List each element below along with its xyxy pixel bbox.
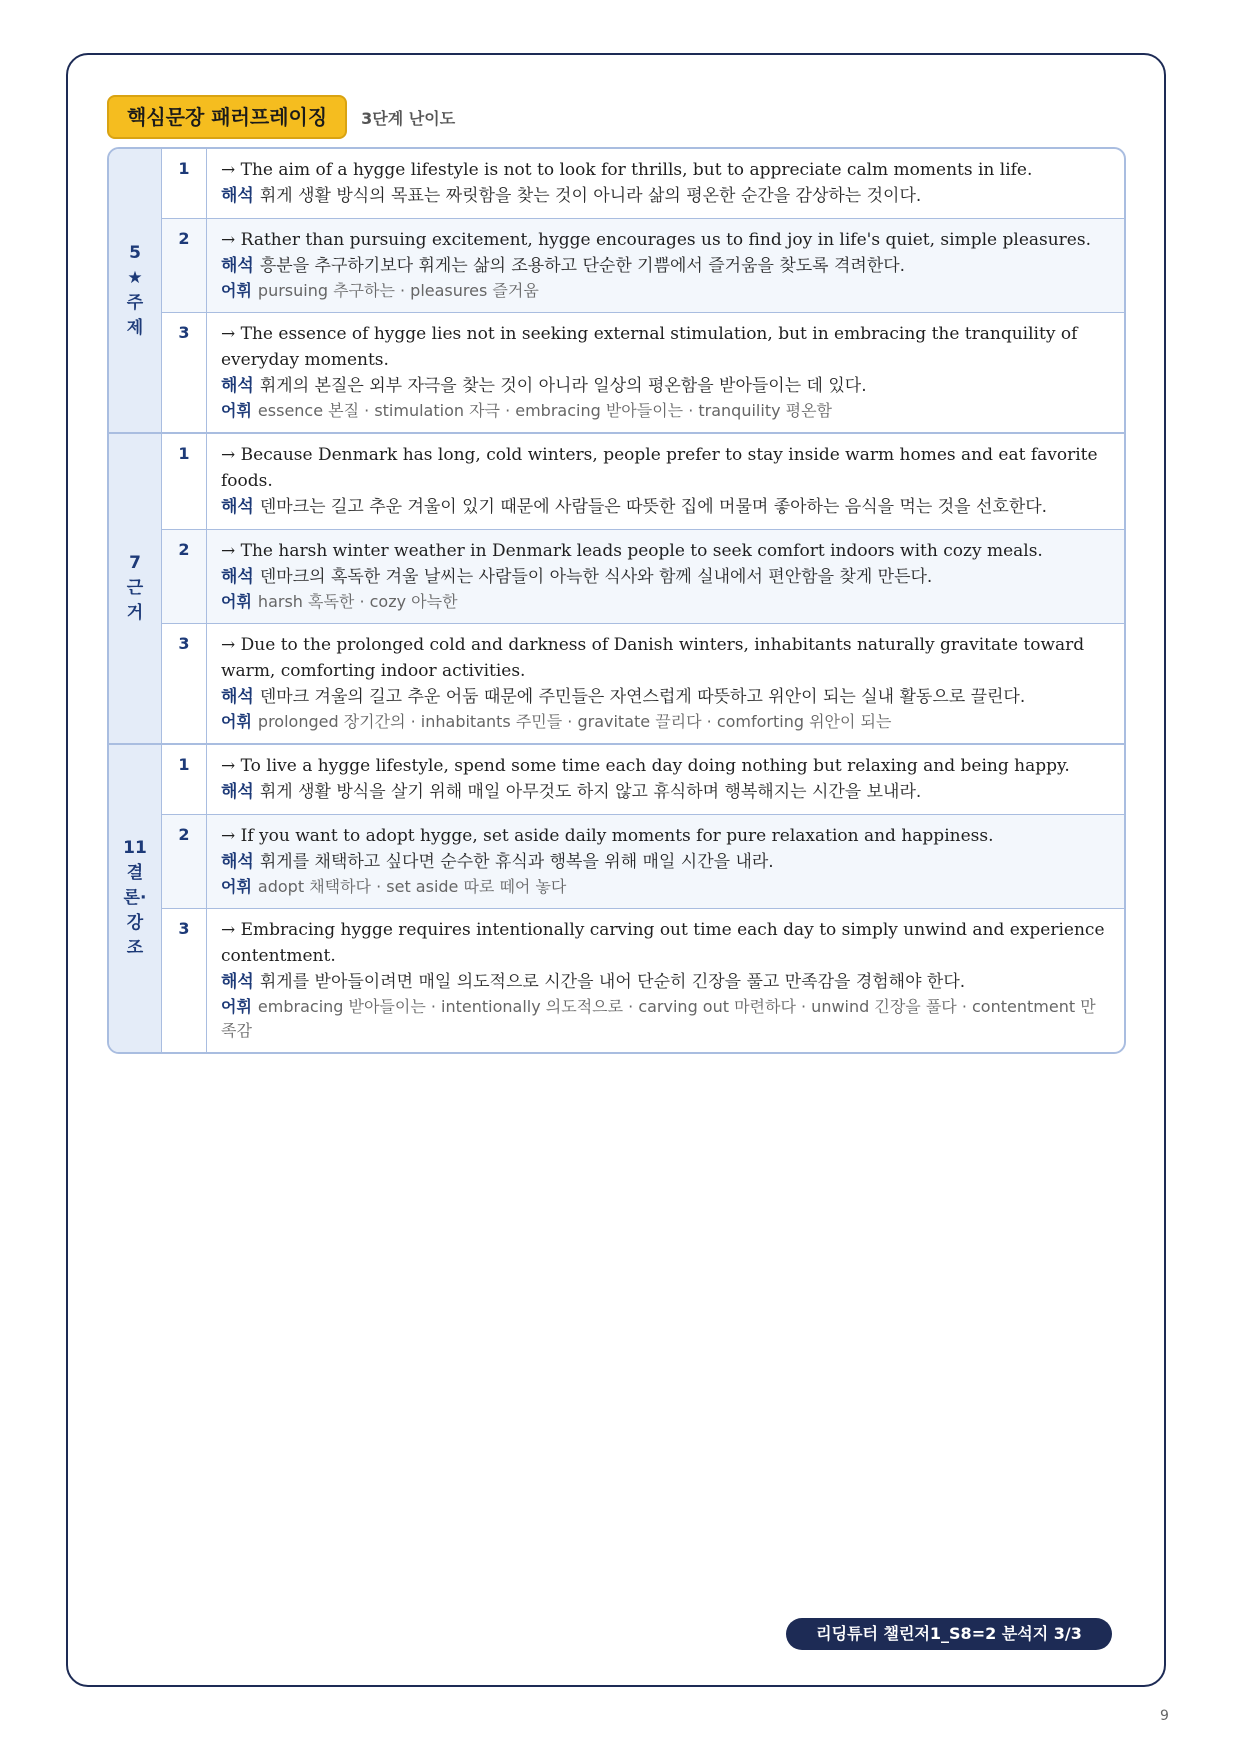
group-label	[109, 745, 162, 1052]
vocabulary-text: pursuing 추구하는 · pleasures 즐거움	[257, 281, 539, 300]
row-body	[207, 219, 1124, 312]
translation-text: 덴마크의 혹독한 겨울 날씨는 사람들이 아늑한 식사와 함께 실내에서 편안함을 찾게 만든다.	[259, 567, 933, 587]
group-label-char: 강	[126, 913, 144, 933]
vocabulary-line	[221, 875, 1110, 899]
translation-text: 휘게를 채택하고 싶다면 순수한 휴식과 행복을 위해 매일 시간을 내라.	[259, 852, 774, 872]
row-number: 1	[162, 149, 207, 218]
translation-text: 흥분을 추구하기보다 휘게는 삶의 조용하고 단순한 기쁨에서 즐거움을 찾도록 격려한다.	[259, 256, 906, 276]
sentence-row	[162, 313, 1124, 432]
translation-tag: 해석	[221, 567, 254, 587]
translation-tag: 해석	[221, 256, 254, 276]
vocabulary-tag: 어휘	[221, 877, 252, 896]
translation-tag: 해석	[221, 782, 254, 802]
english-sentence: → If you want to adopt hygge, set aside daily moments for pure relaxation and happiness.	[221, 826, 994, 846]
sentence-row	[162, 909, 1124, 1052]
korean-translation	[221, 494, 1110, 520]
korean-translation	[221, 779, 1110, 805]
sentence-row	[162, 745, 1124, 815]
vocabulary-tag: 어휘	[221, 997, 252, 1016]
sentence-row	[162, 434, 1124, 530]
group-label-char: 근	[126, 578, 144, 598]
translation-tag: 해석	[221, 497, 254, 517]
section-title-badge: 핵심문장 패러프레이징	[107, 95, 347, 139]
group-rows	[162, 745, 1124, 1052]
row-body	[207, 313, 1124, 432]
korean-translation	[221, 253, 1110, 279]
english-sentence: → The essence of hygge lies not in seeking external stimulation, but in embracing the tranquility of everyday moments.	[221, 324, 1078, 370]
sentence-row	[162, 149, 1124, 219]
translation-text: 휘게 생활 방식을 살기 위해 매일 아무것도 하지 않고 휴식하며 행복해지는 시간을 보내라.	[259, 782, 922, 802]
group-number: 5	[129, 242, 141, 263]
row-body	[207, 149, 1124, 218]
translation-text: 휘게의 본질은 외부 자극을 찾는 것이 아니라 일상의 평온함을 받아들이는 데 있다.	[259, 376, 867, 396]
row-number: 2	[162, 530, 207, 623]
group-label	[109, 434, 162, 743]
sentence-row	[162, 815, 1124, 909]
translation-text: 덴마크는 길고 추운 겨울이 있기 때문에 사람들은 따뜻한 집에 머물며 좋아하는 음식을 먹는 것을 선호한다.	[259, 497, 1048, 517]
korean-translation	[221, 183, 1110, 209]
vocabulary-line	[221, 399, 1110, 423]
page-number: 9	[1160, 1708, 1169, 1724]
vocabulary-text: essence 본질 · stimulation 자극 · embracing 받아들이는 · tranquility 평온함	[257, 401, 833, 420]
group-label	[109, 149, 162, 432]
row-number: 1	[162, 745, 207, 814]
english-sentence: → The aim of a hygge lifestyle is not to look for thrills, but to appreciate calm moments in life.	[221, 160, 1033, 180]
vocabulary-text: adopt 채택하다 · set aside 따로 떼어 놓다	[257, 877, 567, 896]
paraphrase-table	[107, 147, 1126, 1054]
korean-translation	[221, 849, 1110, 875]
group-rows	[162, 149, 1124, 432]
vocabulary-text: prolonged 장기간의 · inhabitants 주민들 · gravitate 끌리다 · comforting 위안이 되는	[257, 712, 892, 731]
sentence-group	[109, 745, 1124, 1052]
korean-translation	[221, 684, 1110, 710]
english-sentence: → To live a hygge lifestyle, spend some time each day doing nothing but relaxing and being happy.	[221, 756, 1070, 776]
row-number: 1	[162, 434, 207, 529]
korean-translation	[221, 969, 1110, 995]
translation-tag: 해석	[221, 186, 254, 206]
sentence-group	[109, 149, 1124, 434]
sentence-group	[109, 434, 1124, 745]
group-label-char: ★	[127, 267, 143, 288]
group-number: 11	[123, 838, 147, 858]
translation-tag: 해석	[221, 687, 254, 707]
translation-text: 휘게 생활 방식의 목표는 짜릿함을 찾는 것이 아니라 삶의 평온한 순간을 감상하는 것이다.	[259, 186, 922, 206]
translation-tag: 해석	[221, 972, 254, 992]
group-number: 7	[129, 553, 141, 573]
translation-tag: 해석	[221, 852, 254, 872]
group-label-char: 조	[126, 938, 144, 958]
english-sentence: → Because Denmark has long, cold winters, people prefer to stay inside warm homes and eat favorite foods.	[221, 445, 1098, 491]
vocabulary-tag: 어휘	[221, 592, 252, 611]
row-number: 3	[162, 909, 207, 1052]
sentence-row	[162, 219, 1124, 313]
english-sentence: → Embracing hygge requires intentionally carving out time each day to simply unwind and experience contentment.	[221, 920, 1105, 966]
vocabulary-tag: 어휘	[221, 712, 252, 731]
vocabulary-line	[221, 710, 1110, 734]
translation-tag: 해석	[221, 376, 254, 396]
english-sentence: → The harsh winter weather in Denmark leads people to seek comfort indoors with cozy meals.	[221, 541, 1043, 561]
english-sentence: → Rather than pursuing excitement, hygge encourages us to find joy in life's quiet, simple pleasures.	[221, 230, 1091, 250]
row-number: 2	[162, 815, 207, 908]
korean-translation	[221, 373, 1110, 399]
footer-label: 리딩튜터 챌린저1_S8=2 분석지 3/3	[786, 1618, 1112, 1650]
vocabulary-tag: 어휘	[221, 281, 252, 300]
row-number: 3	[162, 624, 207, 743]
korean-translation	[221, 564, 1110, 590]
group-label-char: 론·	[123, 888, 147, 908]
section-header	[107, 95, 455, 139]
group-label-char: 결	[126, 863, 144, 883]
english-sentence: → Due to the prolonged cold and darkness of Danish winters, inhabitants naturally gravitate toward warm, comforting indoor activities.	[221, 635, 1085, 681]
row-body	[207, 815, 1124, 908]
sentence-row	[162, 530, 1124, 624]
group-label-char: 제	[126, 317, 144, 338]
vocabulary-line	[221, 590, 1110, 614]
vocabulary-line	[221, 995, 1110, 1043]
translation-text: 덴마크 겨울의 길고 추운 어둠 때문에 주민들은 자연스럽게 따뜻하고 위안이 되는 실내 활동으로 끌린다.	[259, 687, 1026, 707]
translation-text: 휘게를 받아들이려면 매일 의도적으로 시간을 내어 단순히 긴장을 풀고 만족감을 경험해야 한다.	[259, 972, 966, 992]
group-label-char: 거	[126, 603, 144, 623]
vocabulary-tag: 어휘	[221, 401, 252, 420]
sentence-row	[162, 624, 1124, 743]
vocabulary-text: embracing 받아들이는 · intentionally 의도적으로 · carving out 마련하다 · unwind 긴장을 풀다 · contentment 만족감	[221, 997, 1096, 1040]
difficulty-level: 3단계 난이도	[361, 108, 456, 128]
row-body	[207, 909, 1124, 1052]
vocabulary-text: harsh 혹독한 · cozy 아늑한	[257, 592, 458, 611]
group-rows	[162, 434, 1124, 743]
row-number: 3	[162, 313, 207, 432]
row-body	[207, 624, 1124, 743]
vocabulary-line	[221, 279, 1110, 303]
row-body	[207, 530, 1124, 623]
row-body	[207, 434, 1124, 529]
row-body	[207, 745, 1124, 814]
row-number: 2	[162, 219, 207, 312]
group-label-char: 주	[126, 292, 144, 313]
